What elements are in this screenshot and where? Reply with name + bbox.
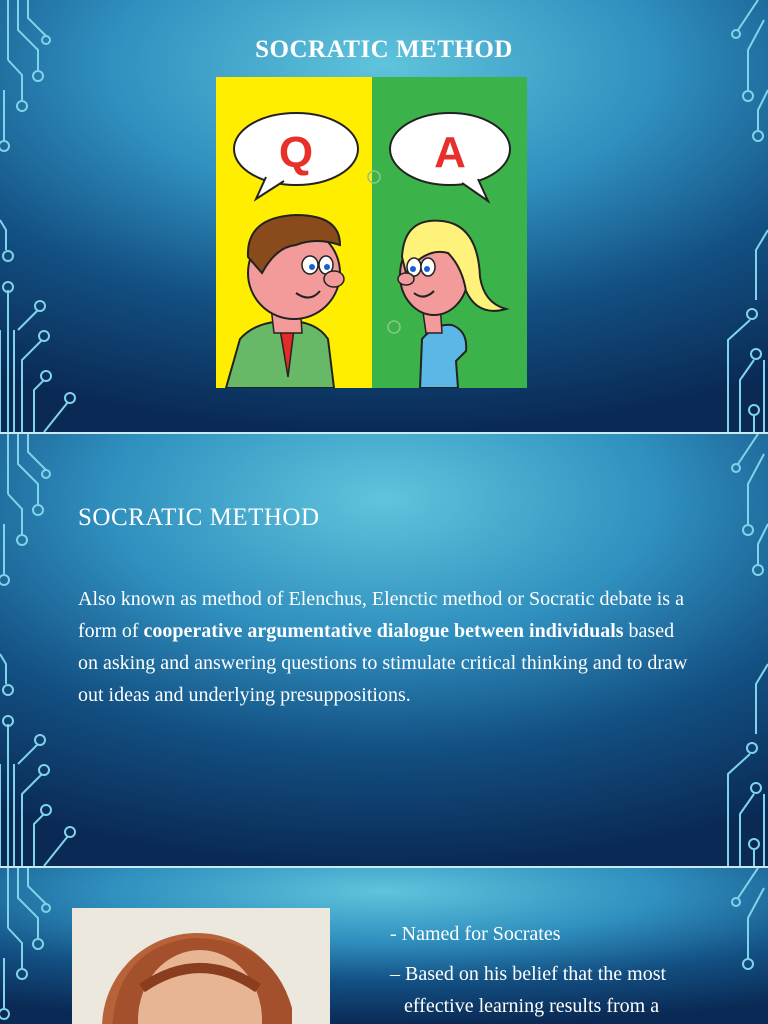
a-letter: A <box>434 128 466 177</box>
paragraph-text-1: Also known as method of Elenchus, Elenctic method or Socratic debate is a form of <box>78 588 684 642</box>
paragraph-bold-text: cooperative argumentative dialogue between individuals <box>143 620 624 642</box>
socrates-portrait-image <box>72 908 330 1024</box>
q-letter: Q <box>278 128 314 177</box>
circuit-decoration-left <box>0 434 90 866</box>
definition-paragraph <box>78 583 698 711</box>
bullet-text-continuation: effective learning results from a <box>404 995 660 1017</box>
bullet-text: Based on his belief that the most <box>405 963 667 985</box>
circuit-decoration-left <box>0 0 90 432</box>
slide-title: SOCRATIC METHOD <box>255 36 513 63</box>
bullet-text: Named for Socrates <box>401 923 561 945</box>
bullet-list <box>390 918 730 1024</box>
slide-2 <box>0 434 768 866</box>
bullet-item <box>390 918 730 950</box>
slide-title: SOCRATIC METHOD <box>78 504 320 531</box>
circuit-decoration-right <box>698 0 768 432</box>
slide-1 <box>0 0 768 432</box>
circuit-decoration-right <box>698 434 768 866</box>
paragraph-text-2: based on asking and answering questions to stimulate critical thinking and to draw out ideas and underlying presuppositions. <box>78 620 688 706</box>
bullet-dash: - <box>390 923 402 945</box>
qa-cartoon-image <box>216 77 527 388</box>
bullet-item <box>390 958 730 1022</box>
slide-3 <box>0 868 768 1024</box>
bullet-dash: – <box>390 963 405 985</box>
